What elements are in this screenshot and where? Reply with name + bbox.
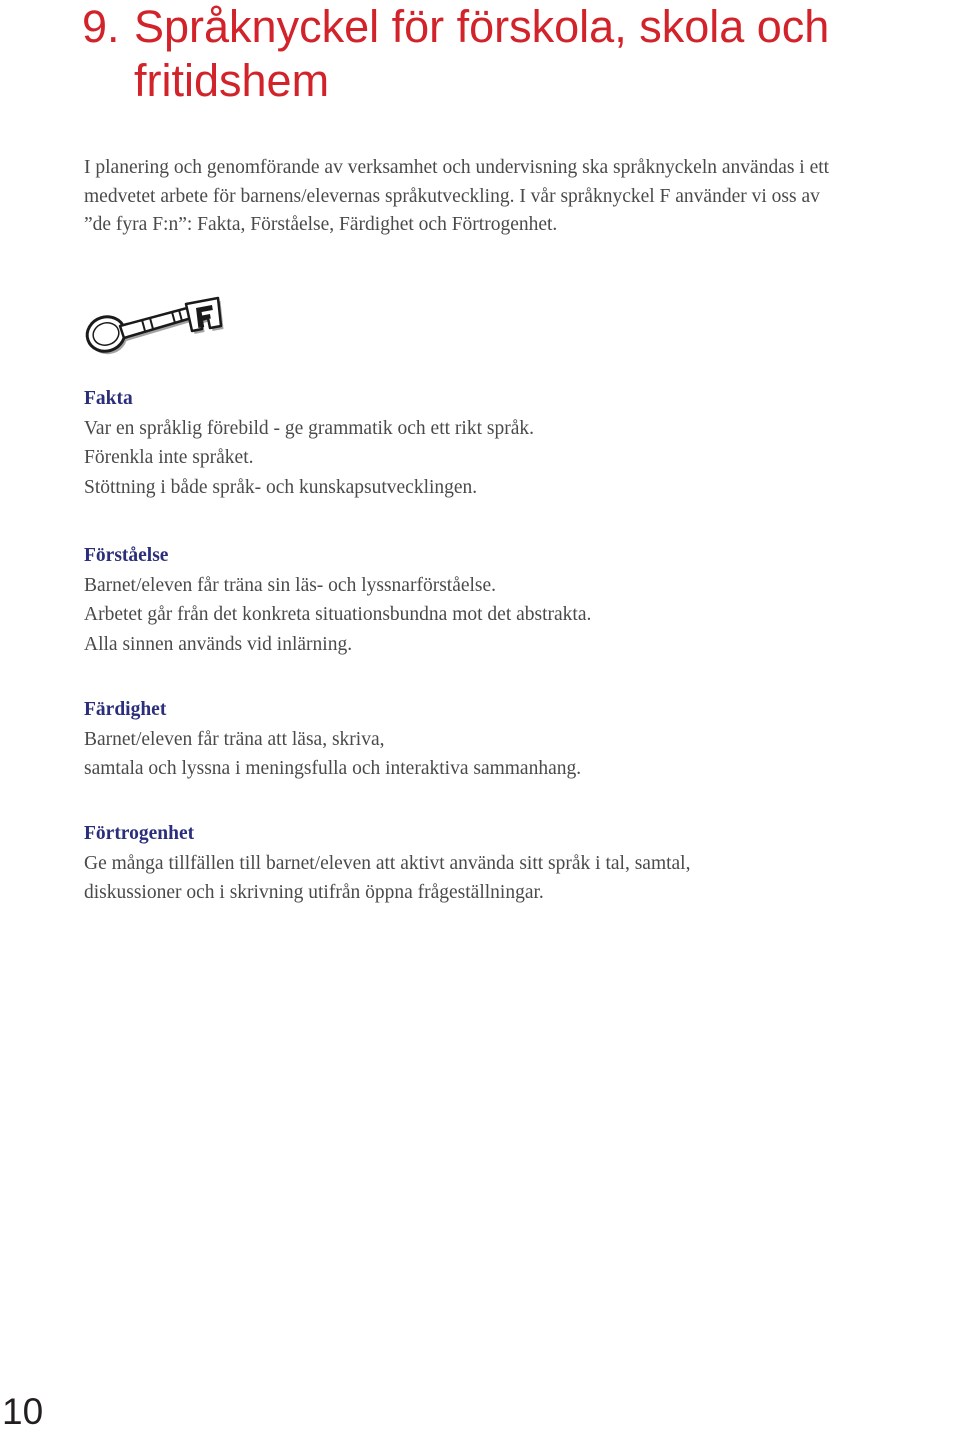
section-title: Förståelse (84, 545, 169, 566)
section-line: Barnet/eleven får träna att läsa, skriva, (84, 728, 385, 750)
page-number: 10 (2, 1391, 44, 1432)
heading-line-2: fritidshem (134, 55, 330, 106)
section-title: Färdighet (84, 699, 167, 720)
section-fardighet (84, 695, 944, 784)
section-line: Alla sinnen används vid inlärning. (84, 633, 353, 655)
heading-line-1: Språknyckel för förskola, skola och (134, 1, 830, 52)
section-fakta (84, 384, 944, 502)
section-forstaelse (84, 541, 944, 659)
section-line: Stöttning i både språk- och kunskapsutvecklingen. (84, 476, 478, 498)
section-line: Ge många tillfällen till barnet/eleven att aktivt använda sitt språk i tal, samtal, (84, 852, 691, 874)
heading-number: 9. (82, 1, 120, 52)
section-line: Förenkla inte språket. (84, 447, 254, 468)
section-line: diskussioner och i skrivning utifrån öppna frågeställningar. (84, 882, 544, 903)
intro-paragraph (84, 154, 954, 240)
intro-line: ”de fyra F:n”: Fakta, Förståelse, Färdighet och Förtrogenhet. (84, 214, 558, 235)
section-title: Fakta (84, 388, 133, 409)
section-line: Arbetet går från det konkreta situationsbundna mot det abstrakta. (84, 604, 592, 625)
key-icon (84, 296, 226, 362)
intro-line: I planering och genomförande av verksamhet och undervisning ska språknyckeln användas i ett (84, 157, 830, 178)
intro-line: medvetet arbete för barnens/elevernas språkutveckling. I vår språknyckel F använder vi oss av (84, 185, 820, 207)
section-line: samtala och lyssna i meningsfulla och interaktiva sammanhang. (84, 758, 582, 779)
section-line: Barnet/eleven får träna sin läs- och lyssnarförståelse. (84, 574, 497, 596)
section-line: Var en språklig förebild - ge grammatik och ett rikt språk. (84, 417, 534, 439)
section-fortrogenhet (84, 819, 944, 908)
page-heading (82, 0, 942, 108)
section-title: Förtrogenhet (84, 823, 195, 844)
